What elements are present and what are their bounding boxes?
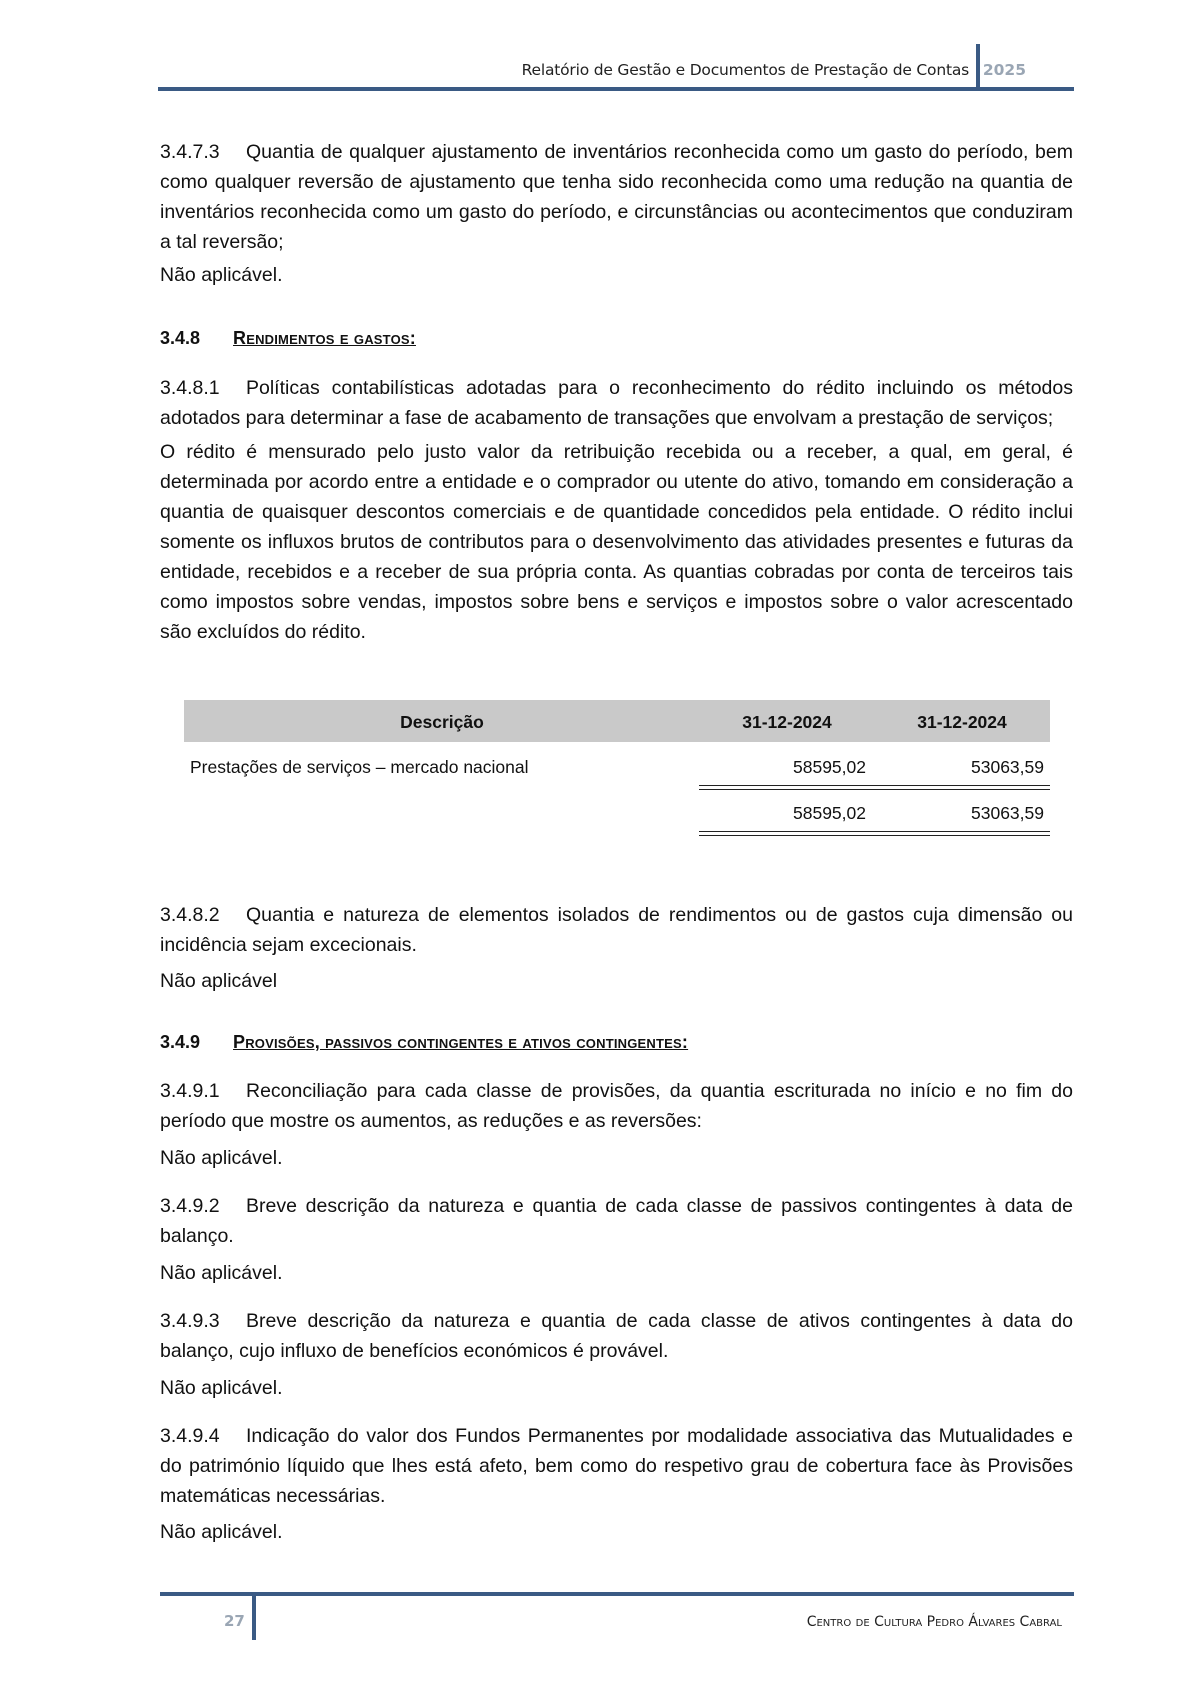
- paragraph-3482: [160, 900, 1073, 960]
- answer-3493: Não aplicável.: [160, 1377, 283, 1399]
- row-description: Prestações de serviços – mercado nacional: [190, 757, 529, 777]
- paragraph-text: Breve descrição da natureza e quantia de cada classe de ativos contingentes à data do balanço, cujo influxo de benefícios económicos é provável.: [160, 1310, 1073, 1362]
- paragraph-3481-body: O rédito é mensurado pelo justo valor da retribuição recebida ou a receber, a qual, em geral, é determinada por acordo entre a entidade e o comprador ou utente do ativo, tomando em consideração a quantia de quaisquer descontos comerciais e de quantidade concedidos pela entidade. O rédito inclui somente os influxos brutos de contributos para o desenvolvimento das atividades presentes e futuras da entidade, recebidos e a receber de sua própria conta. As quantias cobradas por conta de terceiros tais como impostos sobre vendas, impostos sobre bens e serviços e impostos sobre o valor acrescentado são excluídos do rédito.: [160, 441, 1073, 643]
- revenue-table: [184, 700, 1050, 823]
- paragraph-number: 3.4.9.4: [160, 1425, 220, 1447]
- row-value-2: 53063,59: [971, 757, 1044, 777]
- paragraph-text: Reconciliação para cada classe de provisões, da quantia escriturada no início e no fim do período que mostre os aumentos, as reduções e as reversões:: [160, 1080, 1073, 1132]
- paragraph-text: Indicação do valor dos Fundos Permanentes por modalidade associativa das Mutualidades e do património líquido que lhes está afeto, bem como do respetivo grau de cobertura face às Provisões matemáticas necessárias.: [160, 1425, 1073, 1507]
- footer-rule: [160, 1592, 1074, 1596]
- row-value-1: 58595,02: [793, 757, 866, 777]
- answer-3491: Não aplicável.: [160, 1147, 283, 1169]
- paragraph-number: 3.4.8.1: [160, 377, 220, 399]
- paragraph-number: 3.4.9.2: [160, 1195, 220, 1217]
- paragraph-number: 3.4.9.1: [160, 1080, 220, 1102]
- subtotal-rule-1: [699, 785, 877, 790]
- answer-3494: Não aplicável.: [160, 1521, 283, 1543]
- answer-3473: Não aplicável.: [160, 264, 283, 286]
- section-heading-348: [160, 328, 416, 349]
- paragraph-3493: [160, 1306, 1073, 1366]
- header-period-2: 31-12-2024: [917, 712, 1007, 732]
- header-period-1: 31-12-2024: [742, 712, 832, 732]
- paragraph-text: Quantia e natureza de elementos isolados de rendimentos ou de gastos cuja dimensão ou incidência sejam excecionais.: [160, 904, 1073, 956]
- paragraph-3492: [160, 1191, 1073, 1251]
- paragraph-3473: [160, 137, 1073, 257]
- section-heading-349: [160, 1032, 688, 1053]
- paragraph-number: 3.4.7.3: [160, 141, 220, 163]
- footer-organization: Centro de Cultura Pedro Álvares Cabral: [806, 1614, 1062, 1630]
- total-rule-2: [877, 831, 1050, 836]
- header-title: Relatório de Gestão e Documentos de Prestação de Contas: [521, 61, 969, 79]
- header-divider: [976, 44, 980, 89]
- section-title: Rendimentos e gastos:: [233, 328, 416, 348]
- answer-3482: Não aplicável: [160, 970, 278, 992]
- header-year: 2025: [982, 61, 1026, 79]
- subtotal-rule-2: [877, 785, 1050, 790]
- paragraph-text: Quantia de qualquer ajustamento de inventários reconhecida como um gasto do período, bem como qualquer reversão de ajustamento que tenha sido reconhecida como uma redução na quantia de inventários reconhecida como um gasto do período, e circunstâncias ou acontecimentos que conduziram a tal reversão;: [160, 141, 1073, 253]
- section-title: Provisões, passivos contingentes e ativos contingentes:: [233, 1032, 689, 1052]
- answer-3492: Não aplicável.: [160, 1262, 283, 1284]
- paragraph-number: 3.4.8.2: [160, 904, 220, 926]
- paragraph-3481: [160, 373, 1073, 433]
- section-number: 3.4.8: [160, 328, 201, 348]
- header-rule: [158, 87, 1074, 91]
- page-number: 27: [224, 1612, 245, 1630]
- section-number: 3.4.9: [160, 1032, 201, 1052]
- paragraph-3494: [160, 1421, 1073, 1511]
- paragraph-text: Breve descrição da natureza e quantia de cada classe de passivos contingentes à data de balanço.: [160, 1195, 1073, 1247]
- table-header-row: [184, 700, 1050, 742]
- total-value-1: 58595,02: [793, 803, 866, 823]
- total-rule-1: [699, 831, 877, 836]
- paragraph-text: Políticas contabilísticas adotadas para o reconhecimento do rédito incluindo os métodos adotados para determinar a fase de acabamento de transações que envolvam a prestação de serviços;: [160, 377, 1073, 429]
- header-description: Descrição: [400, 712, 484, 732]
- paragraph-3491: [160, 1076, 1073, 1136]
- footer-divider: [252, 1596, 256, 1640]
- page-header: [158, 44, 1074, 92]
- paragraph-number: 3.4.9.3: [160, 1310, 220, 1332]
- total-value-2: 53063,59: [971, 803, 1044, 823]
